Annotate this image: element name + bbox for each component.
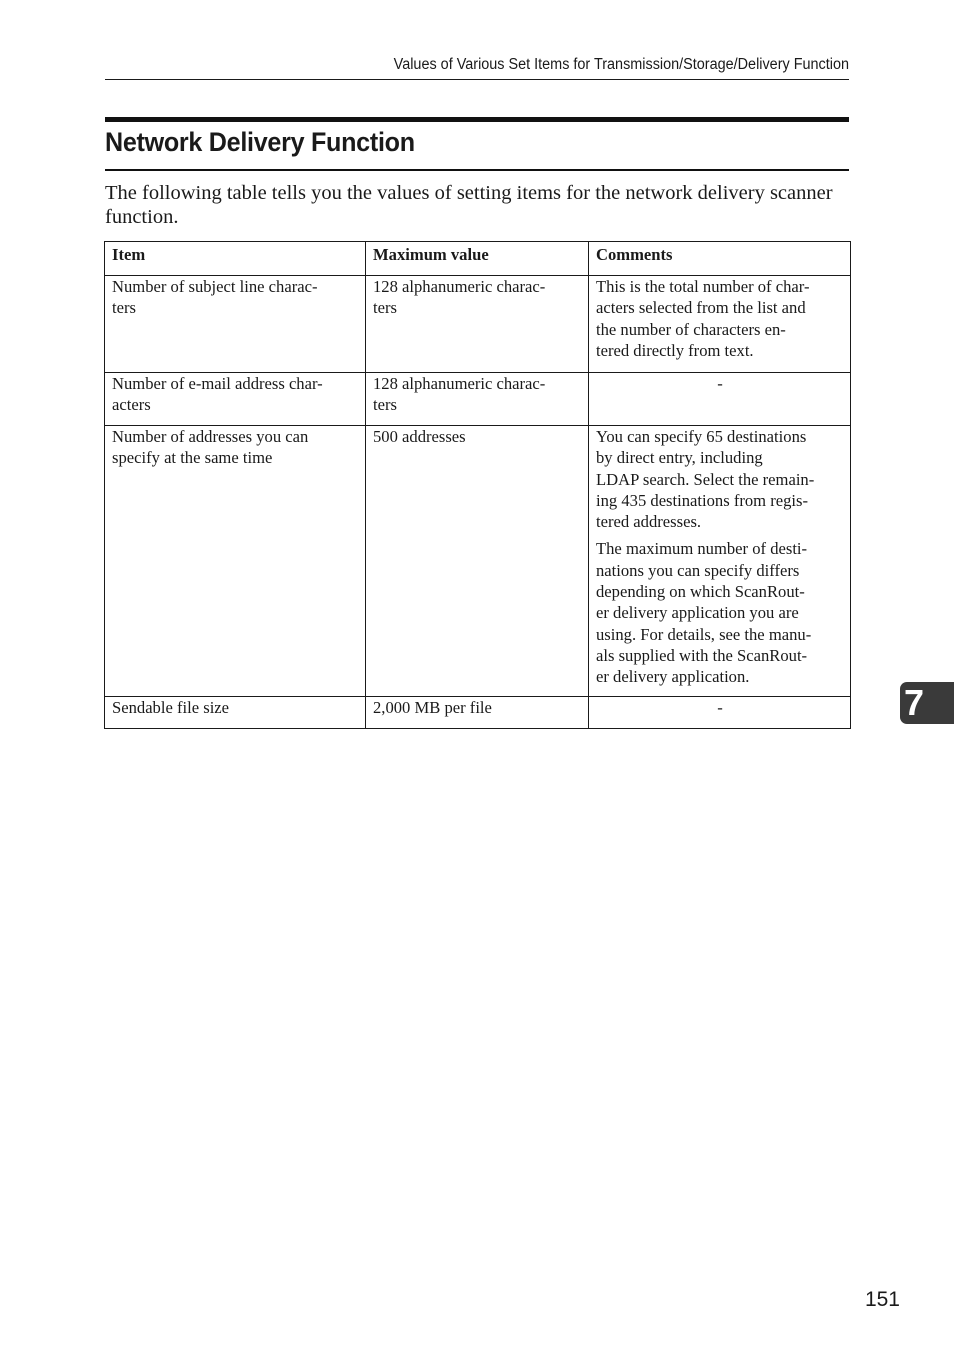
comments-cell: [589, 426, 851, 697]
item-line: Number of e-mail address char-: [112, 374, 323, 393]
chapter-thumb-tab: [900, 682, 954, 724]
max-value-line: 128 alphanumeric charac-: [373, 277, 546, 296]
comment-line: This is the total number of char-: [596, 277, 810, 296]
settings-table: [104, 241, 851, 729]
comment-line: acters selected from the list and: [596, 298, 806, 318]
item-line: acters: [112, 395, 151, 415]
comments-cell: -: [589, 373, 851, 426]
item-cell: [105, 426, 366, 697]
comment-line: depending on which ScanRout-: [596, 582, 805, 602]
item-cell: Sendable file size: [105, 697, 366, 729]
table-row: [105, 697, 851, 729]
comments-cell: -: [589, 697, 851, 729]
item-cell: [105, 373, 366, 426]
title-rule-top: [105, 117, 849, 122]
comment-line: LDAP search. Select the remain-: [596, 469, 815, 489]
item-line: Number of addresses you can: [112, 427, 309, 446]
comment-line: tered addresses.: [596, 512, 702, 532]
comment-line: by direct entry, including: [596, 448, 763, 468]
max-value-line: ters: [373, 298, 397, 318]
column-header-maximum-value: Maximum value: [366, 242, 589, 276]
comment-paragraph: [596, 538, 844, 687]
comment-line: You can specify 65 destinations: [596, 427, 807, 446]
comments-cell: [589, 276, 851, 373]
table-row: [105, 426, 851, 697]
comment-line: er delivery application.: [596, 667, 750, 687]
table-header-row: [105, 242, 851, 276]
column-header-comments: Comments: [589, 242, 851, 276]
comment-line: ing 435 destinations from regis-: [596, 490, 808, 510]
max-value-line: 128 alphanumeric charac-: [373, 374, 546, 393]
intro-paragraph: The following table tells you the values of setting items for the network delivery scanner function.: [105, 182, 833, 228]
comment-paragraph: [596, 276, 844, 361]
comment-line: als supplied with the ScanRout-: [596, 645, 808, 665]
comment-line: The maximum number of desti-: [596, 539, 808, 559]
item-line: specify at the same time: [112, 448, 273, 468]
comment-paragraph: [596, 426, 844, 532]
max-value-cell: [366, 426, 589, 697]
comment-line: tered directly from text.: [596, 340, 754, 360]
max-value-cell: [366, 373, 589, 426]
item-cell: [105, 276, 366, 373]
max-value-cell: [366, 276, 589, 373]
comment-line: using. For details, see the manu-: [596, 624, 812, 644]
table-row: [105, 276, 851, 373]
comment-line: nations you can specify differs: [596, 560, 800, 580]
page-number: 151: [864, 1288, 900, 1311]
max-value-line: ters: [373, 395, 397, 415]
max-value-line: 500 addresses: [373, 427, 466, 446]
table-row: [105, 373, 851, 426]
column-header-item: Item: [105, 242, 366, 276]
item-line: Number of subject line charac-: [112, 277, 318, 296]
header-rule: [105, 79, 849, 80]
comment-line: er delivery application you are: [596, 603, 799, 623]
comment-line: the number of characters en-: [596, 319, 786, 339]
chapter-number: 7: [904, 682, 925, 723]
item-line: ters: [112, 298, 136, 318]
title-rule-bottom: [105, 169, 849, 171]
max-value-cell: 2,000 MB per file: [366, 697, 589, 729]
section-title: Network Delivery Function: [105, 127, 415, 157]
running-header: Values of Various Set Items for Transmission/Storage/Delivery Function: [393, 56, 849, 73]
